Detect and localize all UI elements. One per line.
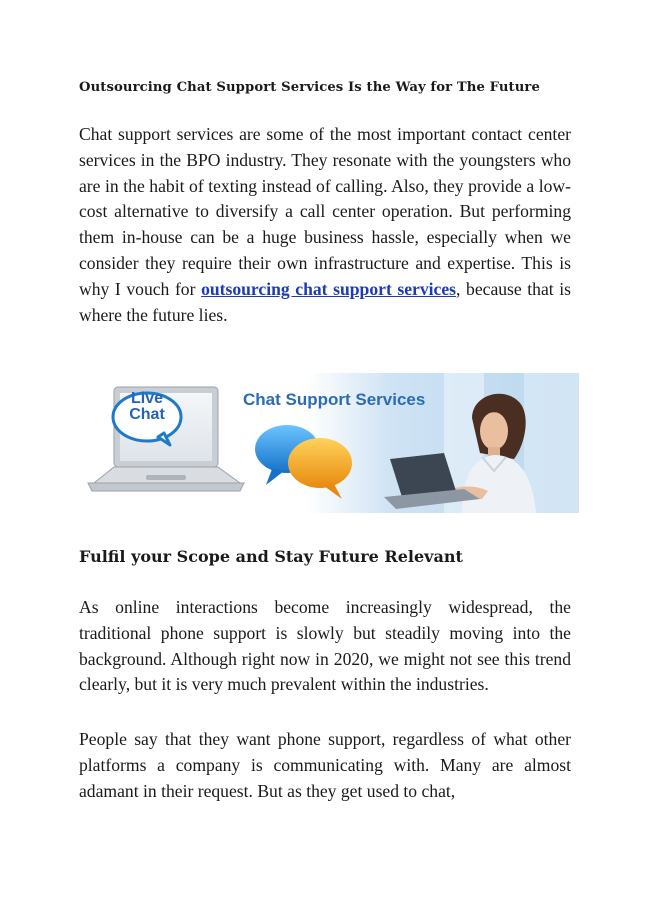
intro-paragraph: [79, 122, 571, 328]
chat-word: Chat: [129, 406, 165, 423]
outsourcing-chat-support-link[interactable]: outsourcing chat support services: [201, 278, 457, 299]
live-word: Live: [130, 390, 163, 407]
intro-text-end: , because that is where the future lies.: [79, 278, 572, 325]
paragraph-online-interactions: As online interactions become increasingly widespread, the traditional phone support is slowly but steadily moving into the background. Although right now in 2020, we might not see this trend clearly, but it is very much prevalent within the industries.: [79, 597, 571, 695]
paragraph-phone-support: People say that they want phone support, regardless of what other platforms a company is communicating with. Many are almost adamant in their request. But as they get used to chat,: [79, 729, 571, 801]
section-heading: Fulfil your Scope and Stay Future Relevant: [79, 547, 463, 566]
chat-support-banner-image: [84, 373, 579, 513]
live-chat-label: [117, 391, 177, 423]
banner-heading: Chat Support Services: [243, 390, 426, 409]
document-title: Outsourcing Chat Support Services Is the Way for The Future: [79, 80, 540, 95]
intro-text: Chat support services are some of the most important contact center services in the BPO industry. They resonate with the youngsters who are in the habit of texting instead of calling. Also, they provide a low-cost alternative to diversify a call center operation. But performing them in-house can be a huge business hassle, especially when we consider they require their own infrastructure and expertise. This is why I vouch for: [79, 124, 571, 299]
